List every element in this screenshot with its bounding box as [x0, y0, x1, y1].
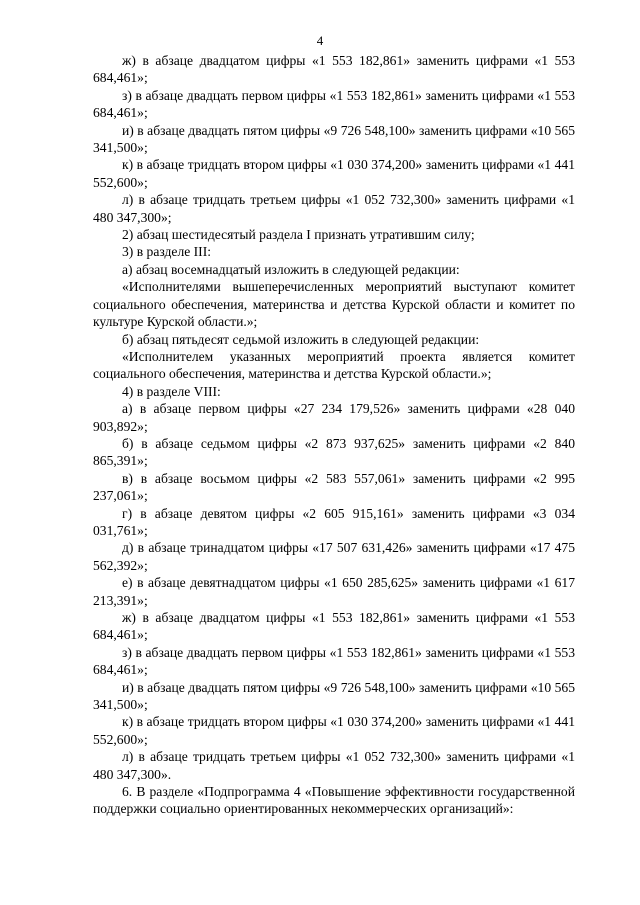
paragraph: ж) в абзаце двадцатом цифры «1 553 182,861» заменить цифрами «1 553 684,461»; [93, 53, 575, 86]
paragraph: «Исполнителями вышеперечисленных мероприятий выступают комитет социального обеспечения, материнства и детства Курской области и комитет по культуре Курской области.»; [93, 279, 575, 330]
paragraph: 2) абзац шестидесятый раздела I признать утратившим силу; [122, 227, 475, 243]
paragraph: и) в абзаце двадцать пятом цифры «9 726 548,100» заменить цифрами «10 565 341,500»; [93, 122, 575, 156]
paragraph: г) в абзаце девятом цифры «2 605 915,161» заменить цифрами «3 034 031,761»; [93, 505, 575, 538]
paragraph: «Исполнителем указанных мероприятий проекта является комитет социального обеспечения, материнства и детства Курской области.»; [93, 348, 575, 382]
paragraph: а) абзац восемнадцатый изложить в следующей редакции: [122, 261, 460, 277]
paragraph: к) в абзаце тридцать втором цифры «1 030 374,200» заменить цифрами «1 441 552,600»; [93, 714, 575, 747]
paragraph: и) в абзаце двадцать пятом цифры «9 726 548,100» заменить цифрами «10 565 341,500»; [93, 679, 575, 713]
paragraph: б) абзац пятьдесят седьмой изложить в следующей редакции: [122, 331, 480, 347]
paragraph: ж) в абзаце двадцатом цифры «1 553 182,861» заменить цифрами «1 553 684,461»; [93, 610, 575, 643]
paragraph: з) в абзаце двадцать первом цифры «1 553 182,861» заменить цифрами «1 553 684,461»; [93, 644, 575, 678]
paragraph: з) в абзаце двадцать первом цифры «1 553 182,861» заменить цифрами «1 553 684,461»; [93, 87, 575, 121]
page-number: 4 [316, 33, 324, 48]
paragraph: к) в абзаце тридцать втором цифры «1 030 374,200» заменить цифрами «1 441 552,600»; [93, 157, 575, 190]
paragraph: в) в абзаце восьмом цифры «2 583 557,061» заменить цифрами «2 995 237,061»; [93, 470, 575, 504]
paragraph: е) в абзаце девятнадцатом цифры «1 650 285,625» заменить цифрами «1 617 213,391»; [93, 575, 575, 608]
paragraph: 3) в разделе III: [122, 244, 212, 260]
document-body [93, 52, 575, 818]
paragraph: д) в абзаце тринадцатом цифры «17 507 631,426» заменить цифрами «17 475 562,392»; [93, 540, 575, 573]
paragraph: б) в абзаце седьмом цифры «2 873 937,625» заменить цифрами «2 840 865,391»; [93, 435, 575, 469]
paragraph: а) в абзаце первом цифры «27 234 179,526» заменить цифрами «28 040 903,892»; [93, 401, 575, 434]
paragraph: 4) в разделе VIII: [122, 383, 221, 399]
paragraph: 6. В разделе «Подпрограмма 4 «Повышение эффективности государственной поддержки социально ориентированных некоммерческих организаций»: [93, 784, 575, 817]
paragraph: л) в абзаце тридцать третьем цифры «1 052 732,300» заменить цифрами «1 480 347,300». [93, 749, 575, 782]
paragraph: л) в абзаце тридцать третьем цифры «1 052 732,300» заменить цифрами «1 480 347,300»; [93, 192, 575, 225]
